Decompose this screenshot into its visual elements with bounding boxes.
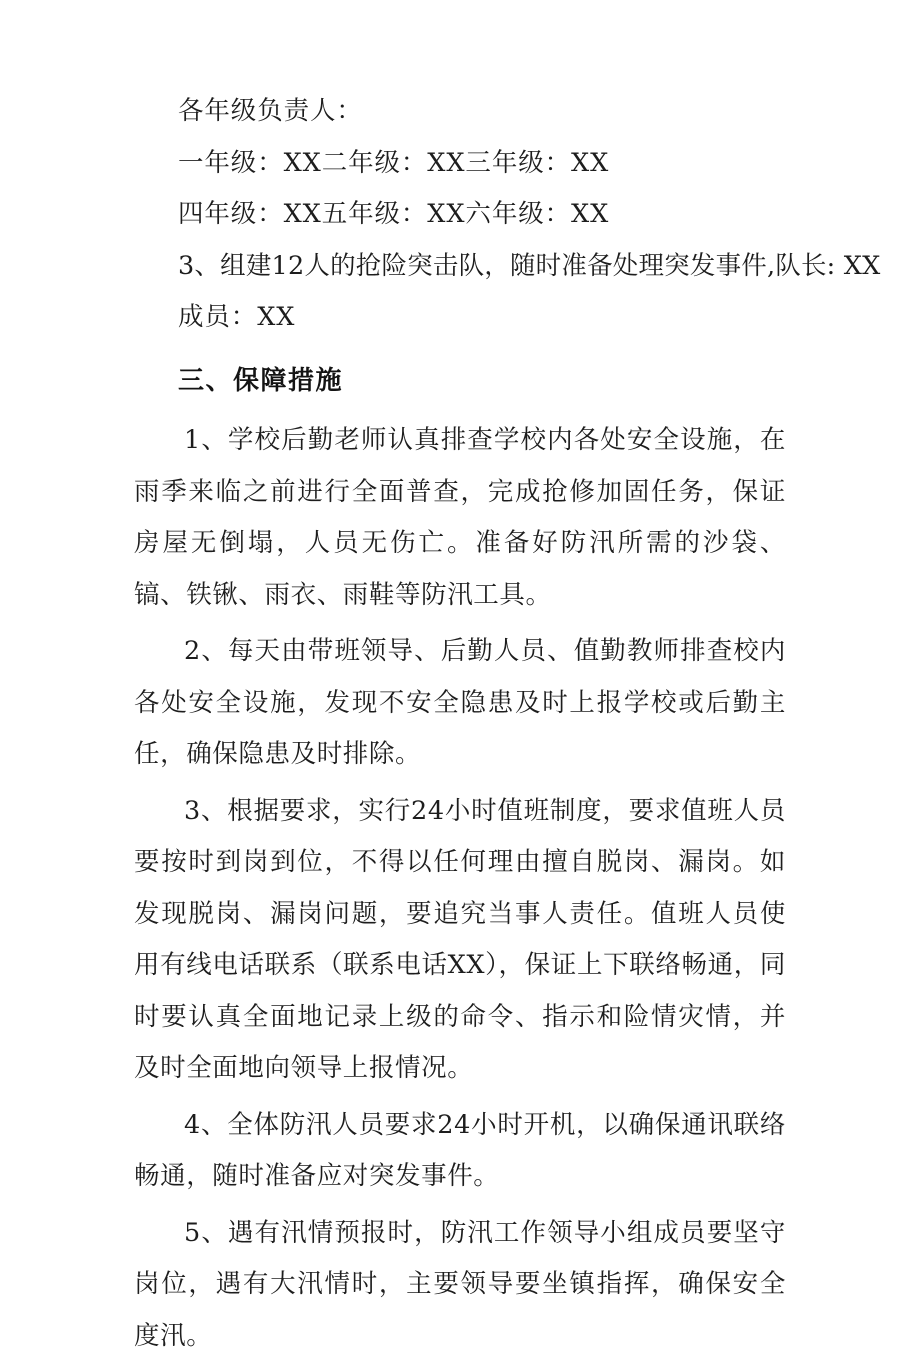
grade-leads-line-2: 四年级：XX五年级：XX六年级：XX [134, 189, 786, 241]
paragraph-4: 4、全体防汛人员要求24小时开机，以确保通讯联络畅通，随时准备应对突发事件。 [134, 1100, 786, 1203]
document-body [134, 86, 786, 1362]
item-3-block [134, 241, 786, 344]
paragraph-5: 5、遇有汛情预报时，防汛工作领导小组成员要坚守岗位，遇有大汛情时，主要领导要坐镇指挥，确保安全度汛。 [134, 1208, 786, 1362]
section-heading-safeguards: 三、保障措施 [134, 356, 786, 408]
grade-leads-line-1: 一年级：XX二年级：XX三年级：XX [134, 138, 786, 190]
paragraph-1: 1、学校后勤老师认真排查学校内各处安全设施，在雨季来临之前进行全面普查，完成抢修加固任务，保证房屋无倒塌，人员无伤亡。准备好防汛所需的沙袋、镐、铁锹、雨衣、雨鞋等防汛工具。 [134, 415, 786, 621]
item-3-line-1: 3、组建12人的抢险突击队，随时准备处理突发事件,队长: XX [134, 241, 786, 293]
grade-leads-label: 各年级负责人： [134, 86, 786, 138]
item-3-line-2: 成员：XX [134, 292, 786, 344]
paragraph-3: 3、根据要求，实行24小时值班制度，要求值班人员要按时到岗到位，不得以任何理由擅自脱岗、漏岗。如发现脱岗、漏岗问题，要追究当事人责任。值班人员使用有线电话联系（联系电话XX），保证上下联络畅通，同时要认真全面地记录上级的命令、指示和险情灾情，并及时全面地向领导上报情况。 [134, 786, 786, 1095]
paragraph-2: 2、每天由带班领导、后勤人员、值勤教师排查校内各处安全设施，发现不安全隐患及时上报学校或后勤主任，确保隐患及时排除。 [134, 626, 786, 781]
grade-leads-block [134, 86, 786, 241]
